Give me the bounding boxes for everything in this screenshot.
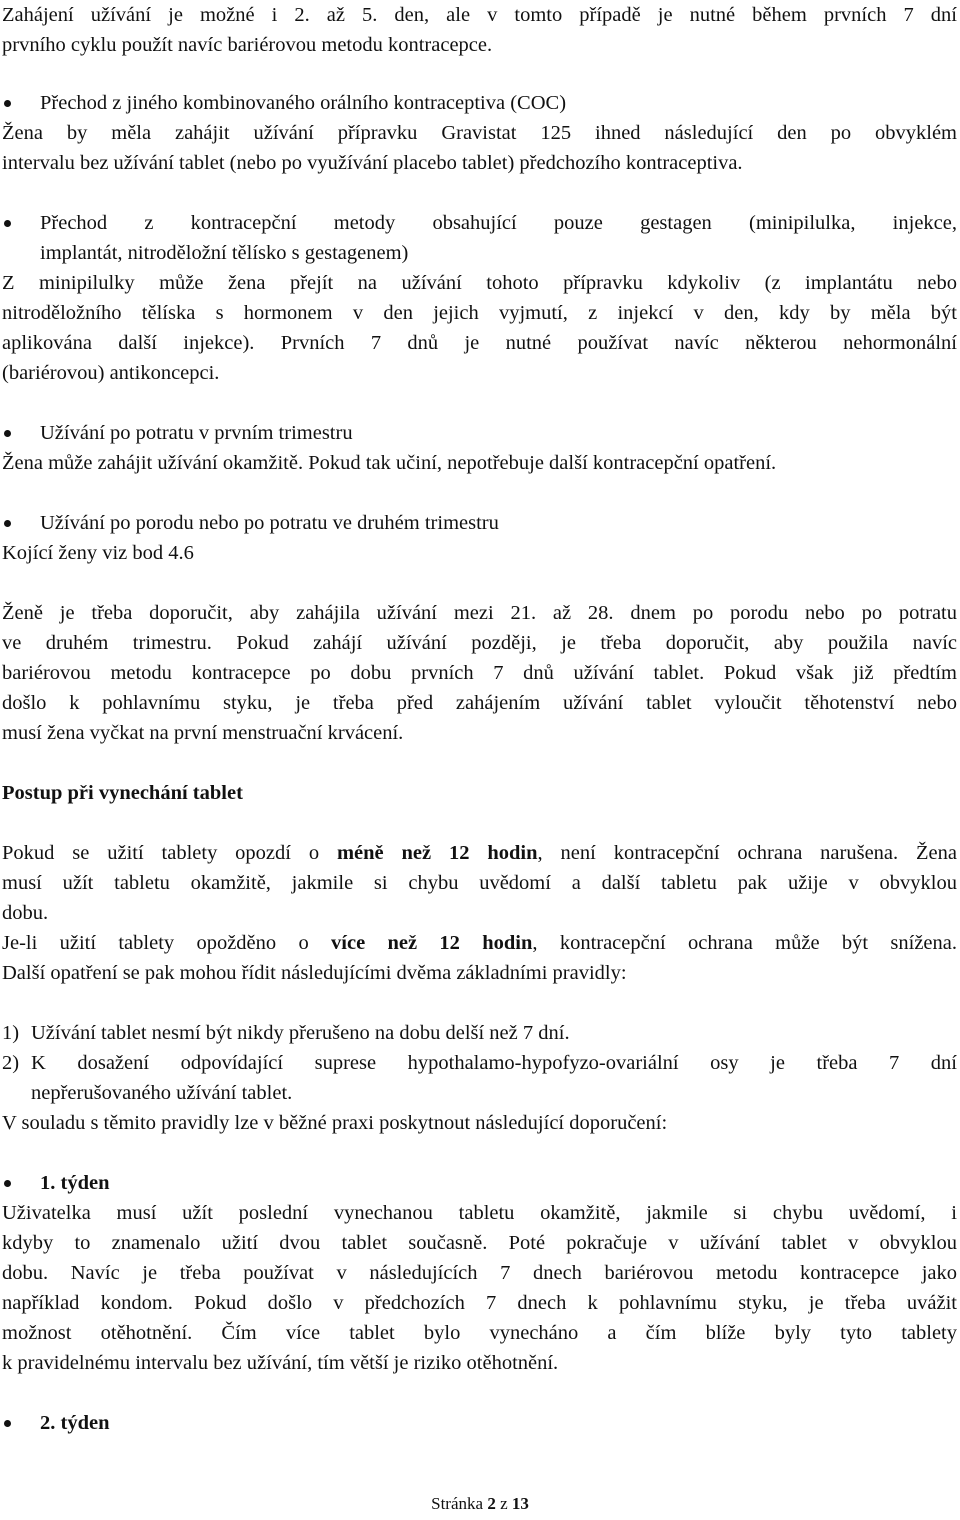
bullet-heading [2, 418, 957, 448]
bullet-icon [4, 100, 11, 107]
text-line: Ženě je třeba doporučit, aby zahájila užívání mezi 21. až 28. dnem po porodu nebo po potratu [2, 602, 957, 624]
rules-list [2, 1018, 957, 1138]
section-postpartum [2, 508, 957, 568]
text-line: ve druhém trimestru. Pokud zahájí užívání později, je třeba doporučit, aby použila navíc [2, 632, 957, 654]
heading-text: Přechod z jiného kombinovaného orálního kontraceptiva (COC) [40, 92, 567, 114]
text-line: musí užít tabletu okamžitě, jakmile si chybu uvědomí a další tabletu pak užije v obvyklou [2, 872, 957, 894]
text-line: dobu. [2, 902, 49, 924]
text-line: k pravidelnému intervalu bez užívání, tím větší je riziko otěhotnění. [2, 1352, 559, 1374]
text-line: (bariérovou) antikoncepci. [2, 362, 220, 384]
text-line: prvního cyklu použít navíc bariérovou metodu kontracepce. [2, 34, 493, 56]
text-line: Kojící ženy viz bod 4.6 [2, 542, 194, 564]
text-line: Uživatelka musí užít poslední vynechanou tabletu okamžitě, jakmile si chybu uvědomí, i [2, 1202, 957, 1224]
page-total: 13 [511, 1494, 529, 1513]
footer-middle: z [495, 1494, 512, 1513]
page-footer [0, 1493, 960, 1515]
text-line: Je-li užití tablety opožděno o více než 12 hodin, kontracepční ochrana může být snížena. [2, 932, 957, 954]
bullet-heading [2, 208, 957, 268]
bullet-icon [4, 1180, 11, 1187]
text-line: nitroděložního tělíska s hormonem v den jejich vyjmutí, z injekcí v den, kdy by měla být [2, 302, 957, 324]
text-line: Žena může zahájit užívání okamžitě. Pokud tak učiní, nepotřebuje další kontracepční opatření. [2, 452, 777, 474]
bullet-heading [2, 1408, 957, 1438]
bullet-heading [2, 1168, 957, 1198]
text-line: Další opatření se pak mohou řídit následujícími dvěma základními pravidly: [2, 962, 627, 984]
text-line: například kondom. Pokud došlo v předchozích 7 dnech k pohlavnímu styku, je třeba uvážit [2, 1292, 957, 1314]
list-item [2, 1048, 957, 1108]
text-line: Pokud se užití tablety opozdí o méně než 12 hodin, není kontracepční ochrana narušena. Žena [2, 842, 957, 864]
text-line: došlo k pohlavnímu styku, je třeba před zahájením užívání tablet vyloučit těhotenství nebo [2, 692, 957, 714]
list-item [2, 1018, 957, 1048]
text-line: kdyby to znamenalo užití dvou tablet současně. Poté pokračuje v užívání tablet v obvyklou [2, 1232, 957, 1254]
advice-paragraph [2, 598, 957, 748]
section-heading: Postup při vynechání tablet [2, 782, 243, 804]
text-line: aplikována další injekce). Prvních 7 dnů je nutné používat navíc některou nehormonální [2, 332, 957, 354]
intro-paragraph [2, 0, 957, 60]
section-coc [2, 88, 957, 178]
text-line: Užívání tablet nesmí být nikdy přerušeno na dobu delší než 7 dní. [31, 1022, 570, 1044]
heading-text: Přechod z kontracepční metody obsahující pouze gestagen (minipilulka, injekce, [40, 212, 957, 234]
text-line: Z minipilulky může žena přejít na užívání tohoto přípravku kdykoliv (z implantátu nebo [2, 272, 957, 294]
section-abortion-first-trimester [2, 418, 957, 478]
missed-tablets-body [2, 838, 957, 988]
bullet-icon [4, 220, 11, 227]
text-line: bariérovou metodu kontracepce po dobu prvních 7 dnů užívání tablet. Pokud však již předtím [2, 662, 957, 684]
list-number: 2) [2, 1052, 20, 1074]
bullet-icon [4, 1420, 11, 1427]
text-line: možnost otěhotnění. Čím více tablet bylo vynecháno a čím blíže byly tyto tablety [2, 1322, 957, 1344]
section-week-1 [2, 1168, 957, 1378]
list-number: 1) [2, 1022, 20, 1044]
heading-text: 2. týden [40, 1412, 110, 1434]
heading-text: 1. týden [40, 1172, 110, 1194]
text-line: Zahájení užívání je možné i 2. až 5. den, ale v tomto případě je nutné během prvních 7 dní [2, 4, 957, 26]
page-number: 2 [487, 1494, 496, 1513]
text-line: dobu. Navíc je třeba používat v následujících 7 dnech bariérovou metodu kontracepce jako [2, 1262, 957, 1284]
bullet-heading [2, 88, 957, 118]
text-line: nepřerušovaného užívání tablet. [31, 1082, 293, 1104]
bullet-icon [4, 520, 11, 527]
section-week-2 [2, 1408, 957, 1438]
heading-text: Užívání po potratu v prvním trimestru [40, 422, 353, 444]
text-line: intervalu bez užívání tablet (nebo po využívání placebo tablet) předchozího kontraceptiva. [2, 152, 743, 174]
section-missed-tablets-heading [2, 778, 957, 808]
text-line: K dosažení odpovídající suprese hypothalamo-hypofyzo-ovariální osy je třeba 7 dní [31, 1052, 957, 1074]
bullet-icon [4, 430, 11, 437]
heading-text: implantát, nitroděložní tělísko s gestagenem) [40, 242, 409, 264]
heading-text: Užívání po porodu nebo po potratu ve druhém trimestru [40, 512, 499, 534]
text-line: V souladu s těmito pravidly lze v běžné praxi poskytnout následující doporučení: [2, 1112, 668, 1134]
text-line: musí žena vyčkat na první menstruační krvácení. [2, 722, 404, 744]
footer-prefix: Stránka [431, 1494, 488, 1513]
text-line: Žena by měla zahájit užívání přípravku Gravistat 125 ihned následující den po obvyklém [2, 122, 957, 144]
bullet-heading [2, 508, 957, 538]
section-gestagen [2, 208, 957, 388]
